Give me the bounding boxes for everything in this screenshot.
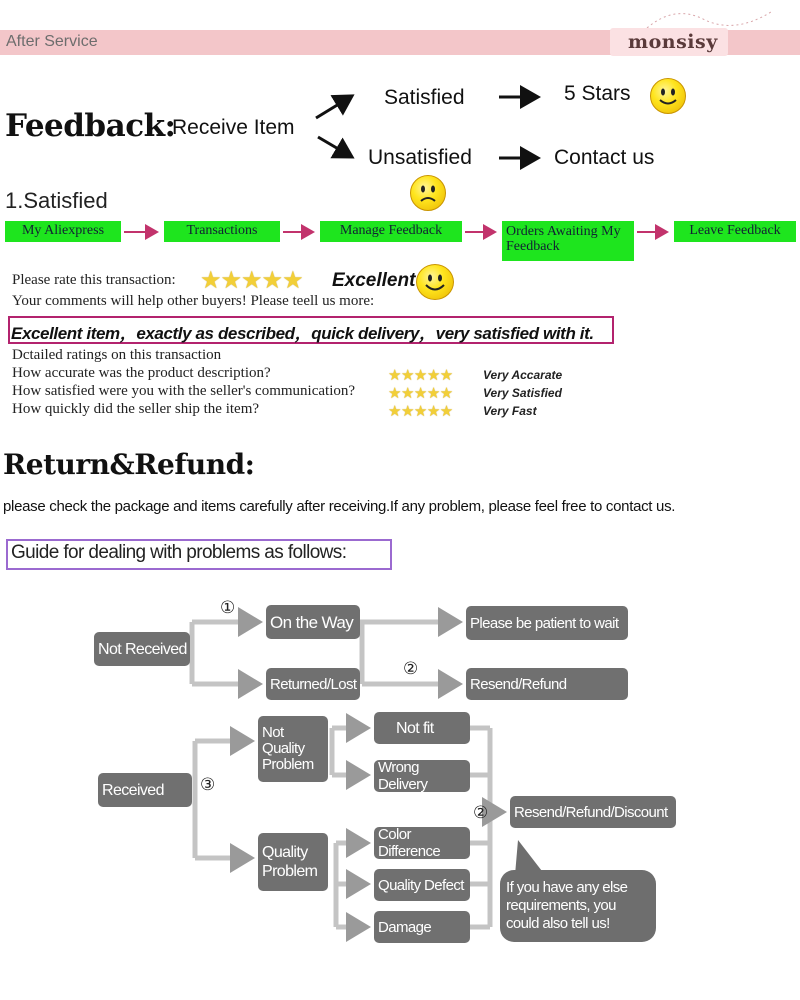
detailed-ratings-heading: Dctailed ratings on this transaction bbox=[12, 347, 222, 363]
five-stars-label: 5 Stars bbox=[564, 82, 631, 105]
color-difference-box: Color Difference bbox=[374, 827, 470, 859]
step-one-marker: ① bbox=[220, 598, 236, 618]
receive-item-label: Receive Item bbox=[172, 116, 295, 139]
star-icon: ★ bbox=[282, 267, 303, 294]
be-patient-box: Please be patient to wait bbox=[466, 606, 628, 640]
step-orders-awaiting-feedback: Orders Awaiting My Feedback bbox=[502, 221, 634, 261]
other-requirements-bubble: If you have any else requirements, you could also tell us! bbox=[500, 870, 656, 942]
resend-refund-box: Resend/Refund bbox=[466, 668, 628, 700]
star-icon: ★ bbox=[200, 267, 221, 294]
rating-question-shipping: How quickly did the seller ship the item? bbox=[12, 401, 260, 417]
happy-smiley-icon bbox=[416, 264, 454, 300]
quality-defect-box: Quality Defect bbox=[374, 869, 470, 901]
return-refund-heading: Return&Refund: bbox=[3, 448, 255, 481]
step-leave-feedback: Leave Feedback bbox=[674, 221, 796, 242]
rate-stars bbox=[200, 266, 303, 295]
damage-box: Damage bbox=[374, 911, 470, 943]
step-my-aliexpress: My Aliexpress bbox=[5, 221, 121, 242]
feedback-heading: Feedback: bbox=[5, 108, 176, 144]
satisfied-label: Satisfied bbox=[384, 86, 465, 109]
not-received-box: Not Received bbox=[94, 632, 190, 666]
rating-stars-shipping: ★★★★★ bbox=[388, 403, 453, 420]
star-icon: ★ bbox=[220, 267, 242, 294]
return-refund-description: please check the package and items carefully after receiving.If any problem, please feel free to contact us. bbox=[3, 498, 676, 515]
satisfied-heading: 1.Satisfied bbox=[5, 188, 108, 213]
not-quality-problem-box: Not Quality Problem bbox=[258, 716, 328, 782]
rating-answer-accuracy: Very Accarate bbox=[483, 368, 563, 382]
not-fit-box: Not fit bbox=[374, 712, 470, 744]
returned-lost-box: Returned/Lost bbox=[266, 668, 360, 700]
resend-refund-discount-box: Resend/Refund/Discount bbox=[510, 796, 676, 828]
step-two-marker: ② bbox=[403, 659, 419, 679]
step-transactions: Transactions bbox=[164, 221, 280, 242]
brand-logo: monsisy bbox=[628, 31, 718, 53]
on-the-way-box: On the Way bbox=[266, 605, 360, 639]
star-icon: ★ bbox=[261, 267, 283, 294]
wrong-delivery-box: Wrong Delivery bbox=[374, 760, 470, 792]
rating-question-communication: How satisfied were you with the seller's communication? bbox=[12, 383, 356, 399]
rating-answer-shipping: Very Fast bbox=[483, 404, 537, 418]
rating-stars-communication: ★★★★★ bbox=[388, 385, 453, 402]
sad-smiley-icon bbox=[410, 175, 446, 211]
rating-answer-communication: Very Satisfied bbox=[483, 386, 562, 400]
step-three-marker: ③ bbox=[200, 775, 216, 795]
header-title: After Service bbox=[6, 33, 98, 50]
contact-us-label: Contact us bbox=[554, 146, 655, 169]
star-icon: ★ bbox=[241, 267, 262, 294]
received-box: Received bbox=[98, 773, 192, 807]
comments-prompt: Your comments will help other buyers! Please teell us more: bbox=[12, 293, 375, 309]
guide-text: Guide for dealing with problems as follows: bbox=[11, 542, 347, 563]
rating-question-accuracy: How accurate was the product description? bbox=[12, 365, 271, 381]
unsatisfied-label: Unsatisfied bbox=[368, 146, 472, 169]
quality-problem-box: Quality Problem bbox=[258, 833, 328, 891]
step-manage-feedback: Manage Feedback bbox=[320, 221, 462, 242]
comment-text: Excellent item，exactly as described，quick delivery，very satisfied with it. bbox=[11, 324, 594, 343]
happy-smiley-icon bbox=[650, 78, 686, 114]
step-two-marker: ② bbox=[473, 803, 489, 823]
rate-value: Excellent bbox=[332, 270, 416, 291]
rating-stars-accuracy: ★★★★★ bbox=[388, 367, 453, 384]
rate-transaction-label: Please rate this transaction: bbox=[12, 272, 176, 288]
